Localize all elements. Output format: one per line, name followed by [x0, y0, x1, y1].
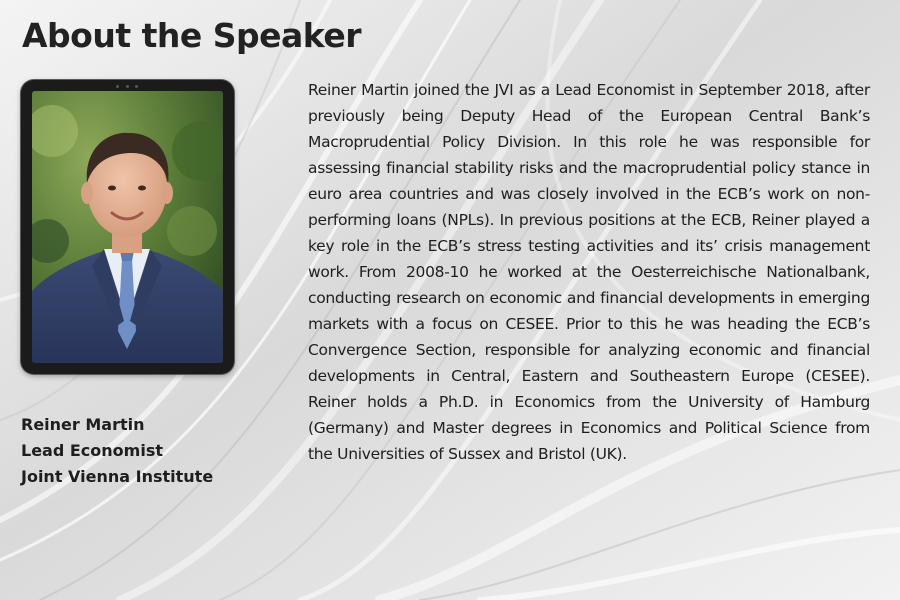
- speaker-bio: Reiner Martin joined the JVI as a Lead Economist in September 2018, after previously being Deputy Head of the European Central Bank’s Macroprudential Policy Division. In this role he was responsible for assessing financial stability risks and the macroprudential policy stance in euro area countries and was closely involved in the ECB’s work on non-performing loans (NPLs). In previous positions at the ECB, Reiner played a key role in the ECB’s stress testing activities and its’ crisis management work. From 2008-10 he worked at the Oesterreichische Nationalbank, conducting research on economic and financial developments in emerging markets with a focus on CESEE. Prior to this he was heading the ECB’s Convergence Section, responsible for analyzing economic and financial developments in Central, Eastern and Southeastern Europe (CESEE). Reiner holds a Ph.D. in Economics from the University of Hamburg (Germany) and Master degrees in Economics and Political Science from the Universities of Sussex and Bristol (UK).: [308, 81, 870, 463]
- speaker-info: [21, 412, 213, 490]
- speaker-organization: Joint Vienna Institute: [21, 467, 214, 486]
- speaker-role: Lead Economist: [21, 441, 163, 460]
- tablet-frame: [21, 80, 234, 374]
- speaker-photo: [32, 91, 223, 363]
- page-title: About the Speaker: [22, 16, 361, 55]
- speaker-name: Reiner Martin: [21, 415, 145, 434]
- camera-dots-icon: [116, 84, 138, 88]
